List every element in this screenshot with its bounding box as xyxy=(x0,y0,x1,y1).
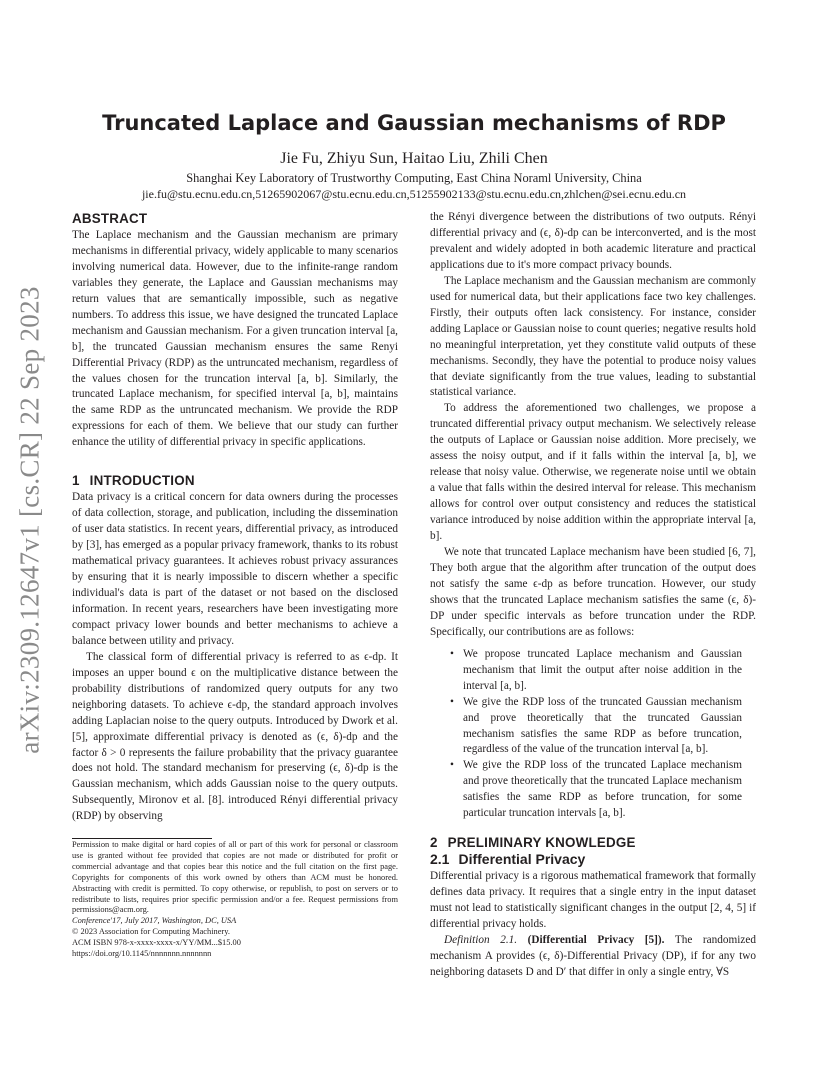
intro-paragraph: Data privacy is a critical concern for data owners during the processes of data collection, storage, and publication, including the dissemination of user data statistics. In recent years, differential privacy, as introduced by [3], has emerged as a popular privacy framework, thanks to its robust mathematical privacy guarantees. It achieves robust privacy assurances by ensuring that it is nearly impossible to discern whether a specific individual's data is part of the dataset or not based on the disclosed information. In recent years, researchers have been investigating more compact privacy lower bounds and better mechanisms to achieve a balance between utility and privacy. xyxy=(72,491,398,647)
definition-label: Definition 2.1. xyxy=(444,933,518,946)
definition-title: (Differential Privacy [5]). xyxy=(527,933,665,946)
copyright-line: © 2023 Association for Computing Machinery. xyxy=(72,927,230,937)
left-column xyxy=(72,210,398,825)
contributions-list xyxy=(430,647,756,822)
list-item: • We give the RDP loss of the truncated Laplace mechanism and prove theoretically that the truncated Laplace mechanism satisfies the same RDP as before truncation, for some particular truncation intervals [a, b]. xyxy=(463,758,756,822)
body-paragraph: We note that truncated Laplace mechanism have been studied [6, 7], They both argue that the algorithm after truncation of the output does not satisfy the same ϵ-dp as before truncation. However, our study shows that the truncated Laplace mechanism satisfies the same (ϵ, δ)-DP under specific intervals as before truncation under the RDP. Specifically, our contributions are as follows: xyxy=(430,546,756,638)
footnote-divider xyxy=(72,838,212,839)
intro-paragraph: The classical form of differential privacy is referred to as ϵ-dp. It imposes an upper bound ϵ on the multiplicative distance between the probability distributions of randomized query outputs for any two neighboring datasets. To achieve ϵ-dp, the standard approach involves adding Laplacian noise to the query outputs. Introduced by Dwork et al. [5], approximate differential privacy is denoted as (ϵ, δ)-dp and the factor δ > 0 represents the failure probability that the privacy guarantee does not hold. The standard mechanism for preserving (ϵ, δ)-dp is the Gaussian mechanism, which adds Gaussian noise to the query outputs. Subsequently, Mironov et al. [8]. introduced Rényi differential privacy (RDP) by observing xyxy=(72,650,398,823)
subsection-number: 2.1 xyxy=(430,851,450,868)
list-item: • We propose truncated Laplace mechanism and Gaussian mechanism that limit the output after noise addition in the interval [a, b]. xyxy=(463,647,756,695)
affiliation: Shanghai Key Laboratory of Trustworthy Computing, East China Noraml University, China xyxy=(186,171,642,185)
definition xyxy=(430,933,756,981)
arxiv-identifier: arXiv:2309.12647v1 [cs.CR] 22 Sep 2023 xyxy=(14,286,45,754)
copyright-footnote xyxy=(72,840,398,960)
paper-title: Truncated Laplace and Gaussian mechanisms of RDP xyxy=(102,111,726,135)
section-title: PRELIMINARY KNOWLEDGE xyxy=(447,835,636,851)
abstract-text: The Laplace mechanism and the Gaussian mechanism are primary mechanisms in differential privacy, widely applicable to many scenarios involving numerical data. However, due to the infinite-range random variables they generate, the Laplace and Gaussian mechanisms may return values that are semantically impossible, such as negative numbers. To address this issue, we have designed the truncated Laplace mechanism and Gaussian mechanism. For a given truncation interval [a, b], the truncated Gaussian mechanism ensures the same Renyi Differential Privacy (RDP) as the untruncated mechanism, regardless of the values chosen for the truncation interval [a, b]. Similarly, the truncated Laplace mechanism, for specified interval [a, b], maintains the same RDP as the untruncated mechanism. We provide the RDP expressions for each of them. We believe that our study can further enhance the utility of differential privacy in specific applications. xyxy=(72,228,398,449)
permission-notice: Permission to make digital or hard copies of all or part of this work for personal or classroom use is granted without fee provided that copies are not made or distributed for profit or commercial advantage and that copies bear this notice and the full citation on the first page. Copyrights for components of this work owned by others than ACM must be honored. Abstracting with credit is permitted. To copy otherwise, or republish, to post on servers or to redistribute to lists, requires prior specific permission and/or a fee. Request permissions from permissions@acm.org. xyxy=(72,840,398,915)
introduction-heading xyxy=(72,473,398,489)
preliminary-heading xyxy=(430,835,756,851)
body-paragraph: To address the aforementioned two challenges, we propose a truncated differential privacy output mechanism. We selectively release the outputs of Laplace or Gaussian noise addition. More precisely, we assess the noisy output, and if it falls within the interval [a, b], we release that noisy value. Otherwise, we regenerate noise until we obtain a value that falls within the desired interval for release. This mechanism allows for control over output consistency and reduces the statistical variance introduced by noise addition within the appropriate interval [a, b]. xyxy=(430,402,756,543)
author-emails: jie.fu@stu.ecnu.edu.cn,51265902067@stu.ecnu.edu.cn,51255902133@stu.ecnu.edu.cn,zhlchen@sei.ecnu.edu.cn xyxy=(141,187,687,201)
right-column xyxy=(430,210,756,981)
list-item: • We give the RDP loss of the truncated Gaussian mechanism and prove theoretically that the truncated Gaussian mechanism satisfies the same RDP as before truncation, regardless of the value of the truncation interval [a, b]. xyxy=(463,695,756,759)
section-number: 2 xyxy=(430,835,438,851)
body-paragraph: The Laplace mechanism and the Gaussian mechanism are commonly used for numerical data, but their applications face two key challenges. Firstly, their outputs often lack consistency. For instance, consider adding Laplace or Gaussian noise to count queries; negative results hold no meaningful interpretation, yet they constitute valid outputs of these mechanisms. Secondly, they have the potential to produce noisy values that deviate significantly from the true values, leading to substantial statistical variance. xyxy=(430,274,756,399)
body-paragraph: Differential privacy is a rigorous mathematical framework that formally defines data privacy. It requires that a single entry in the input dataset must not lead to statistically significant changes in the output [2, 4, 5] if differential privacy holds. xyxy=(430,870,756,930)
doi-link[interactable]: https://doi.org/10.1145/nnnnnnn.nnnnnnn xyxy=(72,949,212,959)
abstract-heading: ABSTRACT xyxy=(72,211,148,226)
author-list: Jie Fu, Zhiyu Sun, Haitao Liu, Zhili Chen xyxy=(280,150,548,167)
isbn-line: ACM ISBN 978-x-xxxx-xxxx-x/YY/MM...$15.00 xyxy=(72,938,241,948)
subsection-heading xyxy=(430,852,756,868)
subsection-title: Differential Privacy xyxy=(458,851,586,868)
section-title: INTRODUCTION xyxy=(89,473,195,489)
body-paragraph: the Rényi divergence between the distributions of two outputs. Rényi differential privacy and (ϵ, δ)-dp can be interconverted, and is the most prevalent and widely adopted in both academic literature and practical applications due to it's more compact privacy bounds. xyxy=(430,211,756,271)
conference-info: Conference'17, July 2017, Washington, DC, USA xyxy=(72,916,237,926)
definition-text: The randomized mechanism A provides (ϵ, δ)-Differential Privacy (DP), if for any two neighboring datasets D and D′ that differ in only a single entry, ∀S xyxy=(430,933,757,978)
section-number: 1 xyxy=(72,473,80,489)
arxiv-stamp xyxy=(10,285,50,755)
